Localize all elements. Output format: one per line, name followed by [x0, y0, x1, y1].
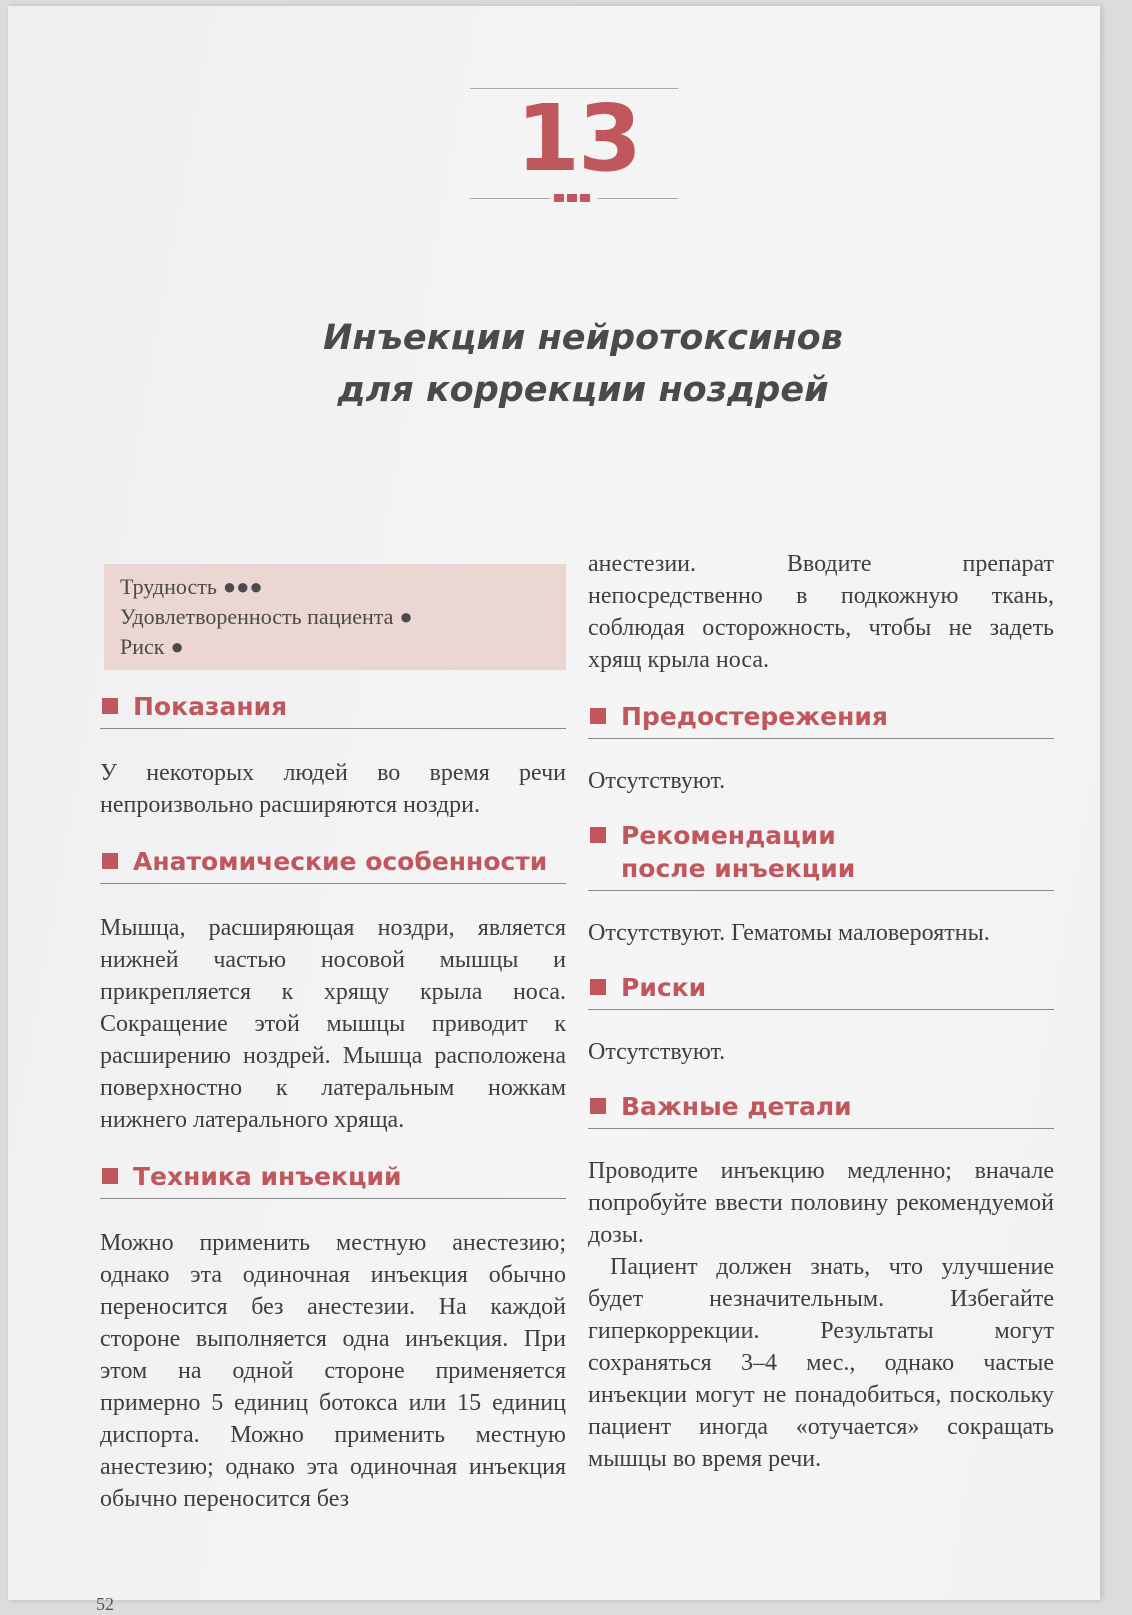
- heading-square-icon: [590, 708, 606, 724]
- heading-text: Предостережения: [621, 702, 888, 731]
- difficulty-row: [120, 572, 550, 602]
- paragraph: Отсутствуют. Гематомы маловероятны.: [588, 920, 990, 946]
- paragraph: Пациент должен знать, что улучшение будет незначительным. Избегайте гиперкоррекции. Результаты могут сохраняться 3–4 мес., однако частые инъекции могут не понадобиться, поскольку пациент иногда «отучается» сокращать мышцы во время речи.: [588, 1254, 1054, 1472]
- heading-square-icon: [590, 827, 606, 843]
- chapter-bottom-rule-left: [470, 198, 550, 199]
- paragraph: Отсутствуют.: [588, 1039, 726, 1065]
- left-column: [100, 690, 566, 1515]
- section-heading-indications: [100, 690, 566, 729]
- heading-text-line2: после инъекции: [621, 854, 856, 883]
- heading-square-icon: [102, 853, 118, 869]
- heading-square-icon: [590, 1098, 606, 1114]
- right-column: [588, 548, 1054, 1475]
- risks-text: [588, 1036, 1054, 1068]
- section-heading-technique: [100, 1160, 566, 1199]
- paragraph: Мышца, расширяющая ноздри, является нижней частью носовой мышцы и прикрепляется к хрящу крыла носа. Сокращение этой мышцы приводит к расширению ноздрей. Мышца расположена поверхностно к латеральным ножкам нижнего латерального хряща.: [100, 915, 566, 1133]
- heading-square-icon: [590, 979, 606, 995]
- paragraph: У некоторых людей во время речи непроизвольно расширяются ноздри.: [100, 760, 566, 818]
- rating-box: [104, 564, 566, 670]
- heading-text-line1: Рекомендации: [621, 821, 836, 850]
- chapter-title: [208, 312, 958, 416]
- heading-square-icon: [102, 1168, 118, 1184]
- heading-text: Важные детали: [621, 1092, 852, 1121]
- heading-text: Риски: [621, 973, 707, 1002]
- chapter-bottom-rule-right: [598, 198, 678, 199]
- heading-square-icon: [102, 698, 118, 714]
- chapter-title-line1: Инъекции нейротоксинов: [323, 318, 843, 358]
- page-number: 52: [96, 1594, 114, 1614]
- book-page: [8, 6, 1100, 1614]
- paragraph: Отсутствуют.: [588, 768, 726, 794]
- satisfaction-row: [120, 602, 550, 632]
- details-text: [588, 1155, 1054, 1475]
- anatomy-text: [100, 912, 566, 1136]
- satisfaction-label: Удовлетворенность пациента: [120, 604, 394, 629]
- precautions-text: [588, 765, 1054, 797]
- heading-text: Показания: [133, 692, 288, 721]
- risk-row: [120, 632, 550, 662]
- section-heading-risks: [588, 971, 1054, 1010]
- paragraph: Можно применить местную анестезию; однако эта одиночная инъекция обычно переносится без анестезии. На каждой стороне выполняется одна инъекция. При этом на одной стороне применяется примерно 5 единиц ботокса или 15 единиц диспорта. Можно применить местную анестезию; однако эта одиночная инъекция обычно переносится без: [100, 1230, 566, 1512]
- indications-text: [100, 757, 566, 821]
- heading-text: Техника инъекций: [133, 1162, 402, 1191]
- section-heading-anatomy: [100, 845, 566, 884]
- risk-label: Риск: [120, 634, 165, 659]
- section-heading-details: [588, 1090, 1054, 1129]
- chapter-dots-ornament: [554, 194, 590, 202]
- technique-text: [100, 1227, 566, 1515]
- difficulty-label: Трудность: [120, 574, 217, 599]
- paragraph: анестезии. Вводите препарат непосредственно в подкожную ткань, соблюдая осторожность, чтобы не задеть хрящ крыла носа.: [588, 551, 1054, 673]
- difficulty-dots: ●●●: [222, 574, 263, 599]
- satisfaction-dots: ●: [399, 604, 413, 629]
- heading-text: Анатомические особенности: [133, 847, 548, 876]
- section-heading-precautions: [588, 700, 1054, 739]
- chapter-title-line2: для коррекции ноздрей: [337, 370, 829, 410]
- technique-continuation: [588, 548, 1054, 676]
- risk-dots: ●: [170, 634, 184, 659]
- aftercare-text: [588, 917, 1054, 949]
- paragraph: Проводите инъекцию медленно; вначале попробуйте ввести половину рекомендуемой дозы.: [588, 1158, 1054, 1248]
- section-heading-aftercare: [588, 819, 1054, 891]
- chapter-number: 13: [515, 85, 641, 192]
